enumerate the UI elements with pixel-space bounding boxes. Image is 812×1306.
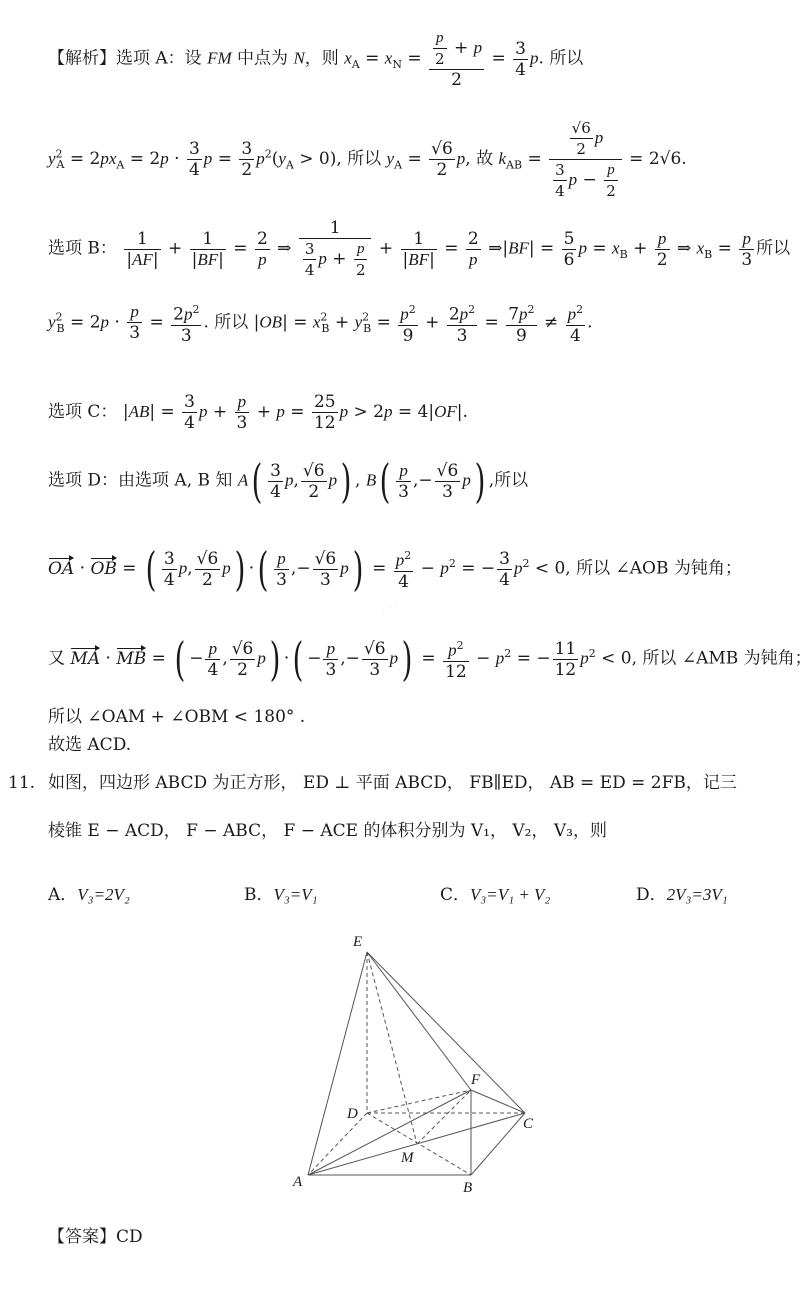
label-a: A	[293, 1174, 303, 1190]
option-a-line2: $y^2_A = 2px_A = 2p$ · $\frac{3}{4}$ p = $\frac{3}{2}$ $p^2(y_A > 0)$, 所以 $y_A$ = $\frac{√6}{2}$ p, 故 $k_{AB}$ = $\frac{√6}{2}$ p $\frac{3}{4}$ p − $\frac{p}{2}$ = 2√6.	[48, 119, 687, 200]
label-d: D	[347, 1106, 358, 1122]
label-m: M	[401, 1150, 414, 1166]
question-number: 11.	[8, 773, 36, 793]
option-b-line2: $y^2_B = 2p$ · $\frac{p}{3}$ = $\frac{2p^2}{3}$ . 所以 $|OB| = x^2_B + y^2_B$ = $\frac{p^2}{9}$ + $\frac{2p^2}{3}$ = $\frac{7p^2}{9}$ ≠ $\frac{p^2}{4}$ .	[48, 300, 593, 346]
edge-ef	[367, 952, 471, 1090]
option-a[interactable]: A．V₃=2V₂	[48, 885, 130, 905]
angle-sum-line: 所以 ∠OAM + ∠OBM < 180° .	[48, 707, 306, 727]
edge-da	[308, 1113, 367, 1175]
edge-df	[367, 1090, 471, 1113]
option-d-line: 选项 D：由选项 A, B 知 A( $\frac{3}{4}$ p, $\frac{√6}{2}$ p) , B( $\frac{p}{3}$ ,− $\frac{√6}{3}$ p) ,所以	[48, 454, 529, 508]
option-a-line: 【解析】选项 A：设 FM 中点为 N，则 $x_A = x_N$ = $\frac{p}{2}$ + p 2 = $\frac{3}{4}$ p. 所以	[48, 30, 584, 90]
choose-line: 故选 ACD.	[48, 735, 132, 755]
dot-product-line-2: 又 MA · MB = ( − $\frac{p}{4}$ , $\frac{√6}{2}$ p) ·( − $\frac{p}{3}$ ,− $\frac{√6}{3}$ p) = $\frac{p^2}{12}$ − $p^2$ = − $\frac{11}{12}$ $p^2 < 0$, 所以 ∠AMB 为钝角；	[48, 632, 812, 686]
label-f: F	[471, 1072, 481, 1088]
watermark: · · ·	[377, 595, 402, 619]
option-b-line: 选项 B： $\frac{1}{|AF|}$ + $\frac{1}{|BF|}$ = $\frac{2}{p}$ ⇒ 1 $\frac{3}{4}$ p + $\frac{p}{2}$ + $\frac{1}{|BF|}$ = $\frac{2}{p}$ ⇒|BF| = $\frac{5}{6}$ $p = x_B$ + $\frac{p}{2}$ ⇒ $x_B$ = $\frac{p}{3}$ 所以	[48, 218, 791, 279]
answer-line	[48, 1222, 143, 1247]
label-e: E	[353, 934, 363, 950]
edge-bc	[471, 1113, 525, 1175]
fraction: $\frac{p}{2}$ + p 2	[429, 28, 484, 90]
question-stem-line2: 棱锥 E − ACD， F − ABC， F − ACE 的体积分别为 V₁， V₂， V₃，则	[48, 821, 607, 841]
geometry-figure	[285, 930, 555, 1195]
edge-db	[367, 1113, 471, 1175]
question-stem-line1: 如图，四边形 ABCD 为正方形， ED ⊥ 平面 ABCD， FB∥ED， AB = ED = 2FB，记三	[48, 773, 737, 793]
answer-value: CD	[116, 1227, 143, 1247]
edge-em	[367, 952, 417, 1144]
option-c[interactable]: C．V₃=V₁ + V₂	[440, 885, 551, 905]
label-c: C	[523, 1116, 534, 1132]
option-d[interactable]: D．2V₃=3V₁	[636, 885, 728, 905]
edge-af	[308, 1090, 471, 1175]
answer-label: 【答案】	[48, 1227, 116, 1247]
edge-fc	[471, 1090, 525, 1113]
analysis-header: 【解析】	[48, 48, 116, 69]
option-c-line: 选项 C： |AB| = $\frac{3}{4}$ p + $\frac{p}{3}$ + p = $\frac{25}{12}$ p > 2p = 4|OF|.	[48, 392, 468, 433]
label-b: B	[463, 1180, 473, 1196]
dot-product-line-1: OA · OB = ( $\frac{3}{4}$ p, $\frac{√6}{2}$ p) ·( $\frac{p}{3}$ ,− $\frac{√6}{3}$ p) = $\frac{p^2}{4}$ − $p^2$ = − $\frac{3}{4}$ $p^2 < 0$, 所以 ∠AOB 为钝角；	[48, 542, 742, 596]
edge-ec	[367, 952, 525, 1113]
edge-ea	[308, 952, 367, 1175]
option-b[interactable]: B．V₃=V₁	[244, 885, 318, 905]
